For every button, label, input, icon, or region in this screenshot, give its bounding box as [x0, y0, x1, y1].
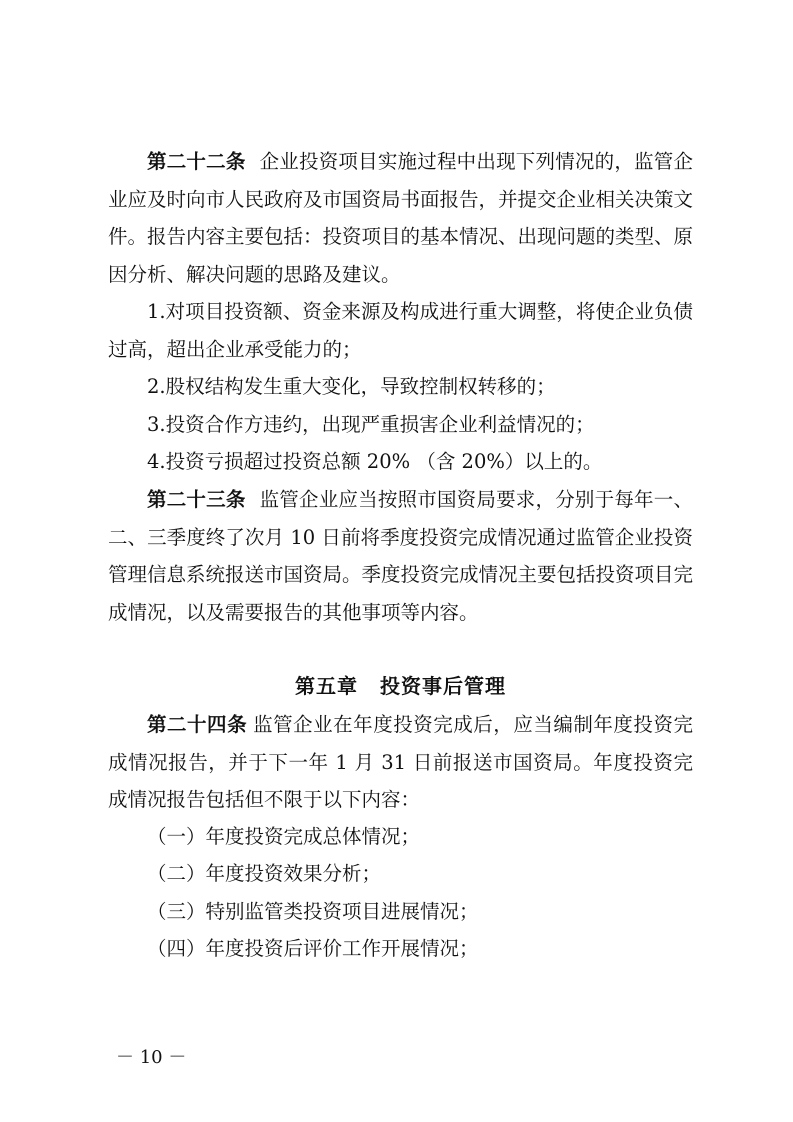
- article-22-body: 企业投资项目实施过程中出现下列情况的，监管企业应及时向市人民政府及市国资局书面报告，并提交企业相关决策文件。报告内容主要包括：投资项目的基本情况、出现问题的类型、原因分析、解决问题的思路及建议。: [108, 150, 694, 286]
- article-22-item-4: 4.投资亏损超过投资总额 20% （含 20%）以上的。: [147, 450, 603, 473]
- article-23-heading: 第二十三条: [147, 488, 246, 511]
- chapter-title: 投资事后管理: [380, 674, 506, 698]
- article-22: [108, 143, 693, 293]
- chapter-5-heading: [108, 668, 693, 706]
- article-24-body: 监管企业在年度投资完成后，应当编制年度投资完成情况报告，并于下一年 1 月 31 日前报送市国资局。年度投资完成情况报告包括但不限于以下内容：: [108, 713, 693, 811]
- page-number: － 10 －: [116, 1047, 187, 1068]
- article-22-item-1: 1.对项目投资额、资金来源及构成进行重大调整，将使企业负债过高，超出企业承受能力的；: [108, 300, 693, 361]
- article-22-heading: 第二十二条: [147, 150, 246, 173]
- chapter-number: 第五章: [295, 674, 358, 698]
- article-24-heading: 第二十四条: [147, 713, 248, 736]
- article-24-item-4: （四）年度投资后评价工作开展情况；: [147, 937, 479, 960]
- article-22-item-2: 2.股权结构发生重大变化，导致控制权转移的；: [147, 375, 556, 398]
- article-22-item-3: 3.投资合作方违约，出现严重损害企业利益情况的；: [147, 413, 595, 436]
- article-24-item-2: （二）年度投资效果分析；: [147, 862, 382, 885]
- article-23: [108, 481, 693, 631]
- article-24-item-3: （三）特别监管类投资项目进展情况；: [147, 900, 479, 923]
- article-23-body: 监管企业应当按照市国资局要求，分别于每年一、二、三季度终了次月 10 日前将季度投资完成情况通过监管企业投资管理信息系统报送市国资局。季度投资完成情况主要包括投资项目完成情况，以及需要报告的其他事项等内容。: [108, 488, 694, 624]
- article-24: [108, 706, 693, 819]
- article-24-item-1: （一）年度投资完成总体情况；: [147, 825, 421, 848]
